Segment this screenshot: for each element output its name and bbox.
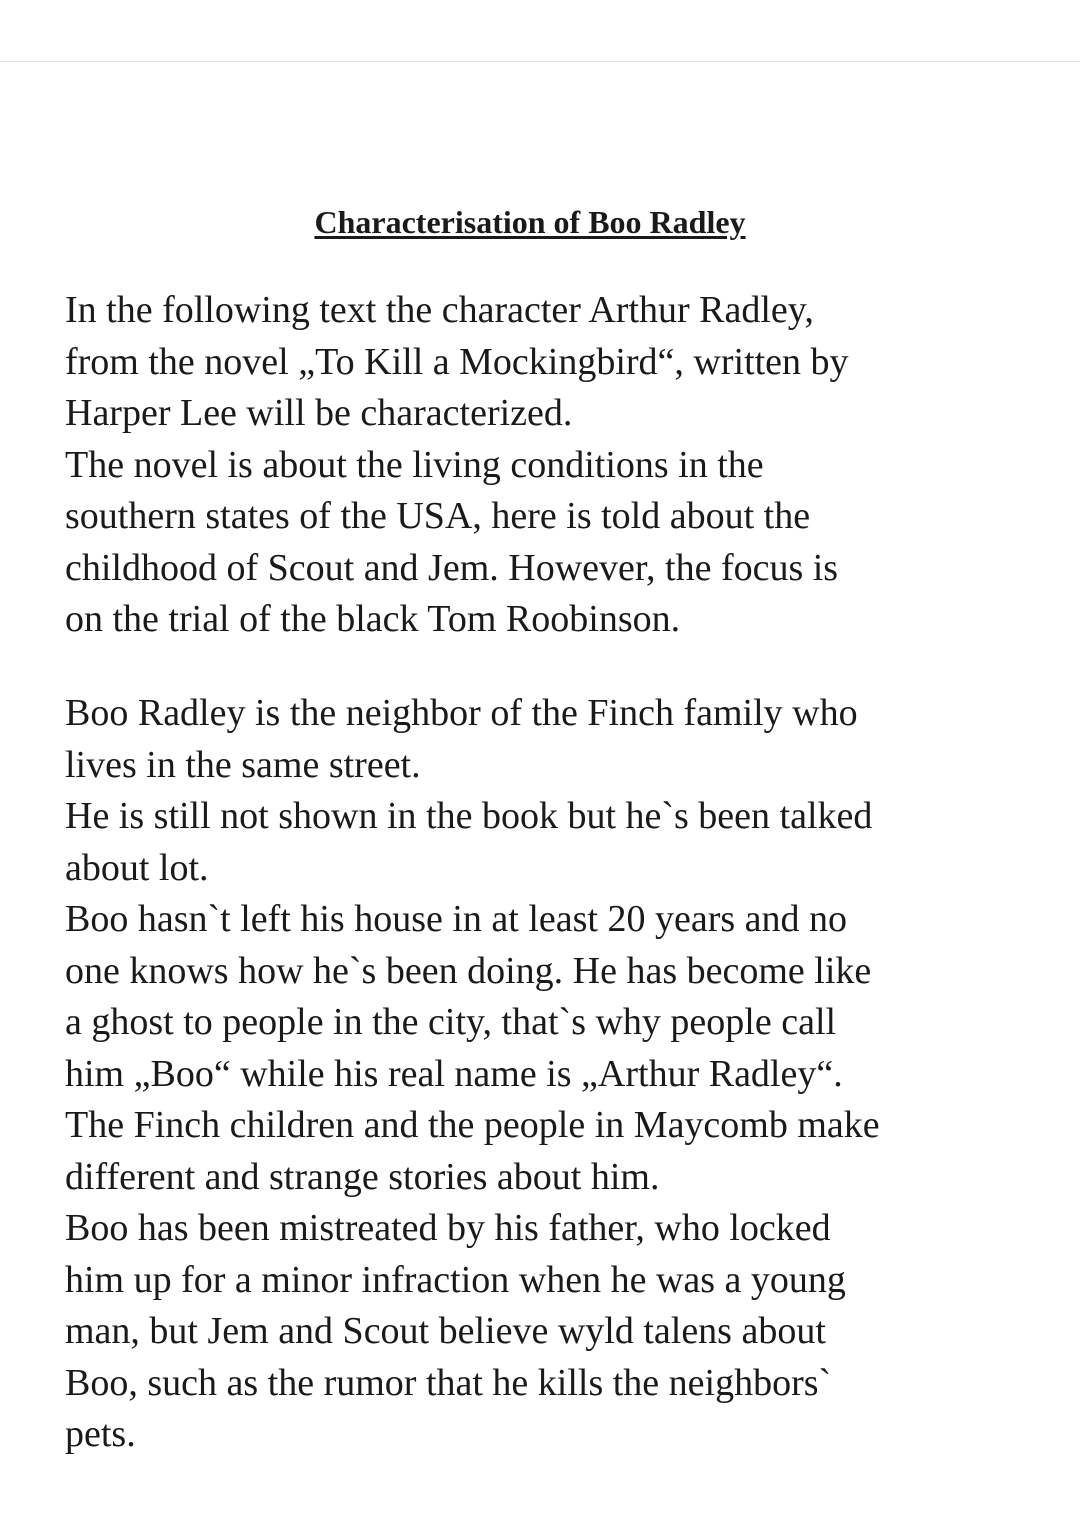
text-line: He is still not shown in the book but he`s been talked: [65, 795, 873, 837]
text-line: Boo hasn`t left his house in at least 20 years and no: [65, 898, 848, 940]
text-line: Harper Lee will be characterized.: [65, 392, 573, 434]
text-line: on the trial of the black Tom Roobinson.: [65, 598, 681, 640]
text-line: In the following text the character Arthur Radley,: [65, 289, 814, 331]
paragraph-characterisation: [65, 688, 1005, 1461]
text-line: man, but Jem and Scout believe wyld talens about: [65, 1310, 826, 1352]
text-line: one knows how he`s been doing. He has become like: [65, 949, 872, 992]
text-line: about lot.: [65, 846, 209, 889]
text-line: him up for a minor infraction when he was a young: [65, 1258, 846, 1301]
text-line: childhood of Scout and Jem. However, the focus is: [65, 546, 839, 589]
text-line: him „Boo“ while his real name is „Arthur Radley“.: [65, 1052, 843, 1095]
text-line: Boo Radley is the neighbor of the Finch family who: [65, 692, 858, 734]
text-line: from the novel „To Kill a Mockingbird“, written by: [65, 340, 849, 383]
text-line: different and strange stories about him.: [65, 1155, 660, 1198]
text-line: The Finch children and the people in Maycomb make: [65, 1104, 880, 1146]
top-divider: [0, 61, 1080, 62]
page-title: Characterisation of Boo Radley: [314, 204, 746, 240]
text-line: pets.: [65, 1413, 136, 1455]
text-line: The novel is about the living conditions in the: [65, 443, 764, 486]
text-line: Boo, such as the rumor that he kills the neighbors`: [65, 1361, 832, 1404]
paragraph-introduction: [65, 285, 1005, 646]
text-line: Boo has been mistreated by his father, who locked: [65, 1207, 831, 1249]
text-line: southern states of the USA, here is told about the: [65, 495, 811, 537]
text-line: a ghost to people in the city, that`s why people call: [65, 1001, 837, 1043]
text-line: lives in the same street.: [65, 743, 421, 786]
